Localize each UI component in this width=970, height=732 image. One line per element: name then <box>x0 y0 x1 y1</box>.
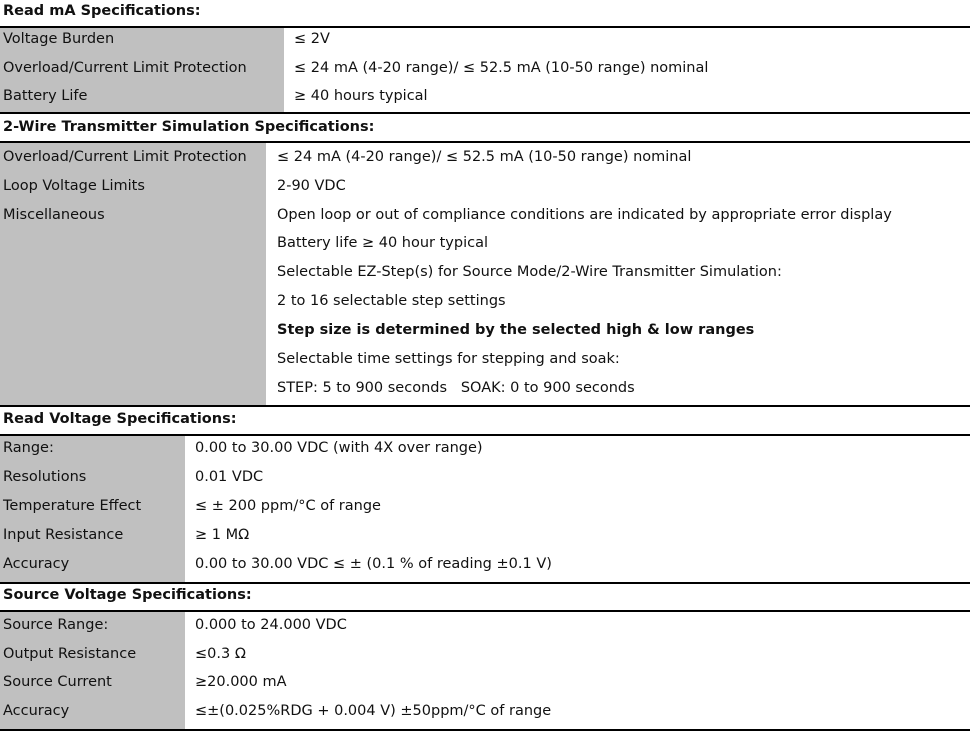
spec-row <box>0 229 970 258</box>
spec-label: Overload/Current Limit Protection <box>3 60 247 76</box>
spec-value-emphasis: Step size is determined by the selected high & low ranges <box>277 322 755 338</box>
spec-label: Source Range: <box>3 617 109 633</box>
spec-value: Selectable time settings for stepping and soak: <box>277 351 620 367</box>
spec-value: ≥ 40 hours typical <box>294 88 428 104</box>
spec-value: 0.000 to 24.000 VDC <box>195 617 347 633</box>
spec-row <box>0 258 970 287</box>
spec-label: Input Resistance <box>3 527 124 543</box>
spec-row <box>0 345 970 374</box>
spec-value: ≤±(0.025%RDG + 0.004 V) ±50ppm/°C of range <box>195 703 552 719</box>
spec-label: Output Resistance <box>3 646 137 662</box>
section-title-2-wire: 2-Wire Transmitter Simulation Specifications: <box>3 119 375 135</box>
section-divider <box>0 112 970 114</box>
spec-row <box>0 668 970 697</box>
spec-label: Source Current <box>3 674 112 690</box>
section-title-read-ma: Read mA Specifications: <box>3 3 201 19</box>
spec-label: Loop Voltage Limits <box>3 178 145 194</box>
spec-label: Resolutions <box>3 469 87 485</box>
section-title-source-voltage: Source Voltage Specifications: <box>3 587 252 603</box>
spec-row <box>0 611 970 640</box>
spec-row <box>0 316 970 345</box>
spec-label: Range: <box>3 440 54 456</box>
spec-row <box>0 287 970 316</box>
spec-row <box>0 550 970 579</box>
spec-row <box>0 172 970 201</box>
spec-row <box>0 697 970 726</box>
spec-value: Battery life ≥ 40 hour typical <box>277 235 488 251</box>
spec-value: ≥20.000 mA <box>195 674 287 690</box>
spec-label: Accuracy <box>3 556 70 572</box>
spec-row <box>0 201 970 230</box>
spec-value: Selectable EZ-Step(s) for Source Mode/2-Wire Transmitter Simulation: <box>277 264 782 280</box>
spec-row <box>0 640 970 669</box>
spec-row <box>0 143 970 172</box>
spec-value: 2 to 16 selectable step settings <box>277 293 506 309</box>
section-title-read-voltage: Read Voltage Specifications: <box>3 411 237 427</box>
section-divider <box>0 729 970 731</box>
spec-value: 0.00 to 30.00 VDC ≤ ± (0.1 % of reading ±0.1 V) <box>195 556 552 572</box>
spec-value: 2-90 VDC <box>277 178 346 194</box>
spec-label: Miscellaneous <box>3 207 105 223</box>
spec-label: Overload/Current Limit Protection <box>3 149 247 165</box>
spec-value: STEP: 5 to 900 seconds SOAK: 0 to 900 seconds <box>277 380 635 396</box>
section-divider <box>0 405 970 407</box>
spec-value: ≤ 24 mA (4-20 range)/ ≤ 52.5 mA (10-50 range) nominal <box>277 149 692 165</box>
spec-row <box>0 54 970 83</box>
spec-value: ≤ 24 mA (4-20 range)/ ≤ 52.5 mA (10-50 range) nominal <box>294 60 709 76</box>
spec-label: Battery Life <box>3 88 88 104</box>
spec-row <box>0 374 970 403</box>
spec-value: ≤ ± 200 ppm/°C of range <box>195 498 381 514</box>
spec-value: 0.00 to 30.00 VDC (with 4X over range) <box>195 440 483 456</box>
spec-row <box>0 25 970 54</box>
spec-label: Voltage Burden <box>3 31 115 47</box>
spec-value: ≤0.3 Ω <box>195 646 246 662</box>
spec-label: Temperature Effect <box>3 498 142 514</box>
spec-value: Open loop or out of compliance conditions are indicated by appropriate error display <box>277 207 892 223</box>
spec-row <box>0 82 970 111</box>
spec-row <box>0 492 970 521</box>
spec-row <box>0 434 970 463</box>
spec-row <box>0 463 970 492</box>
spec-row <box>0 521 970 550</box>
spec-label: Accuracy <box>3 703 70 719</box>
spec-value: 0.01 VDC <box>195 469 264 485</box>
spec-value: ≤ 2V <box>294 31 330 47</box>
spec-value: ≥ 1 MΩ <box>195 527 250 543</box>
